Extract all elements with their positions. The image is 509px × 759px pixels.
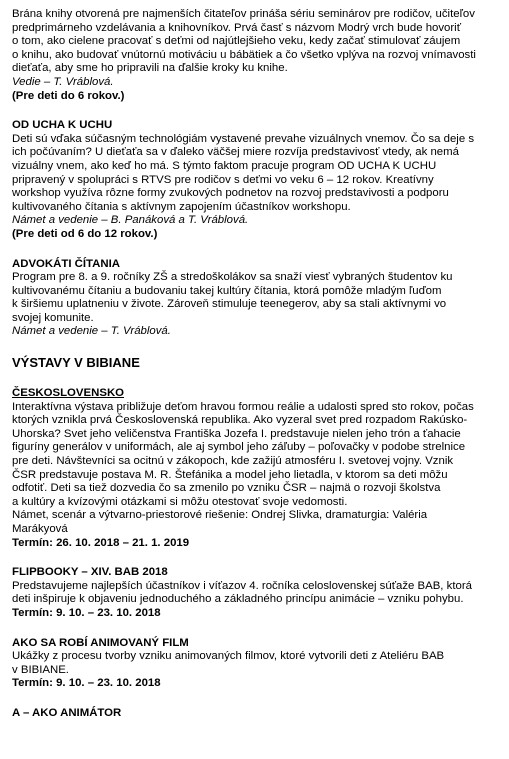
ceskoslovensko-paragraph: Interaktívna výstava približuje deťom hravou formou reálie a udalosti spred sto rokov, počas ktorých vznikla prvá Československá republika. Ako vyzeral svet pred rozpadom Rakúsko- Uhorska? Svet jeho veličenstva Františka Jozefa I. predstavuje nielen jeho trón a ťahacie figuríny generálov v uniformách, ale aj symbol jeho záľuby – poľovačky v podobe strelnice pre deti. Návštevníci sa ocitnú v zákopoch, kde zažijú atmosféru I. svetovej vojny. Vznik ČSR predstavuje postava M. R. Štefánika a model jeho lietadla, v ktorom sa deti môžu odfotiť. Deti sa tiež dozvedia čo sa zmenilo po vzniku ČSR – najmä o rozvoji školstva a kultúry a kvízovými otázkami si môžu otestovať svoje vedomosti. Námet, scenár a výtvarno-priestorové riešenie: Ondrej Slivka, dramaturgia: Valéria Marákyová [12, 400, 474, 535]
intro-credit: Vedie – T. Vráblová. [12, 75, 114, 88]
od-ucha-paragraph: Deti sú vďaka súčasným technológiám vystavené prevahe vizuálnych vnemov. Čo sa deje s ich počúvaním? U dieťaťa sa v ďaleko väčšej miere rozvíja predstavivosť vtedy, ak nemá vizuálny vnem, ako keď ho má. S týmto faktom pracuje program OD UCHA K UCHU pripravený v spolupráci s RTVS pre rodičov s deťmi vo veku 6 – 12 rokov. Kreatívny workshop využíva rôzne formy zvukových podnetov na rozvoj predstavivosti a podporu kultivovaného čítania s aktívnym zapojením účastníkov workshopu. [12, 132, 475, 213]
od-ucha-credit: Námet a vedenie – B. Panáková a T. Vráblová. [12, 214, 249, 227]
flipbooky-paragraph: Predstavujeme najlepších účastníkov i víťazov 4. ročníka celoslovenskej súťaže BAB, ktorá deti inšpiruje k objaveniu jednoduchého a základného princípu animácie – vzniku pohybu. [12, 579, 472, 606]
intro-paragraph: Brána knihy otvorená pre najmenších čitateľov prináša sériu seminárov pre rodičov, učiteľov predprimárneho vzdelávania a knihovníkov. Prvá časť s názvom Modrý vrch bude hovoriť o tom, ako cielene pracovať s deťmi od najútlejšieho veku, kedy začať stimulovať záujem o knihu, ako budovať vnútornú motiváciu u bábätiek a čo všetko vplýva na rozvoj vnímavosti dieťaťa, aby sme ho pripravili na ďalšie kroky ku knihe. [12, 8, 476, 75]
od-ucha-age-note: (Pre deti od 6 do 12 rokov.) [12, 227, 158, 240]
animovany-paragraph: Ukážky z procesu tvorby vzniku animovaných filmov, ktoré vytvorili deti z Ateliéru BAB v BIBIANE. [12, 650, 445, 676]
ceskoslovensko-title: ČESKOSLOVENSKO [12, 387, 125, 400]
flipbooky-term: Termín: 9. 10. – 23. 10. 2018 [12, 606, 161, 619]
advokati-credit: Námet a vedenie – T. Vráblová. [12, 325, 171, 338]
vystavy-section-heading: VÝSTAVY V BIBIANE [12, 355, 140, 371]
animovany-title: AKO SA ROBÍ ANIMOVANÝ FILM [12, 636, 189, 649]
flipbooky-title: FLIPBOOKY – XIV. BAB 2018 [12, 566, 168, 579]
advokati-paragraph: Program pre 8. a 9. ročníky ZŠ a stredoškolákov sa snaží viesť vybraných študentov ku kultivovanému čítaniu a budovaniu takej kultúry čítania, ktorá pomôže mladým ľuďom k širšiemu uplatneniu v živote. Zároveň stimuluje teenegerov, aby sa stali aktívnymi vo svojej komunite. [12, 271, 453, 324]
animator-title: A – AKO ANIMÁTOR [12, 706, 122, 719]
intro-age-note: (Pre deti do 6 rokov.) [12, 89, 125, 102]
animovany-term: Termín: 9. 10. – 23. 10. 2018 [12, 677, 161, 690]
ceskoslovensko-term: Termín: 26. 10. 2018 – 21. 1. 2019 [12, 536, 190, 549]
document-page [12, 8, 502, 721]
od-ucha-title: OD UCHA K UCHU [12, 119, 113, 132]
advokati-title: ADVOKÁTI ČÍTANIA [12, 257, 120, 270]
